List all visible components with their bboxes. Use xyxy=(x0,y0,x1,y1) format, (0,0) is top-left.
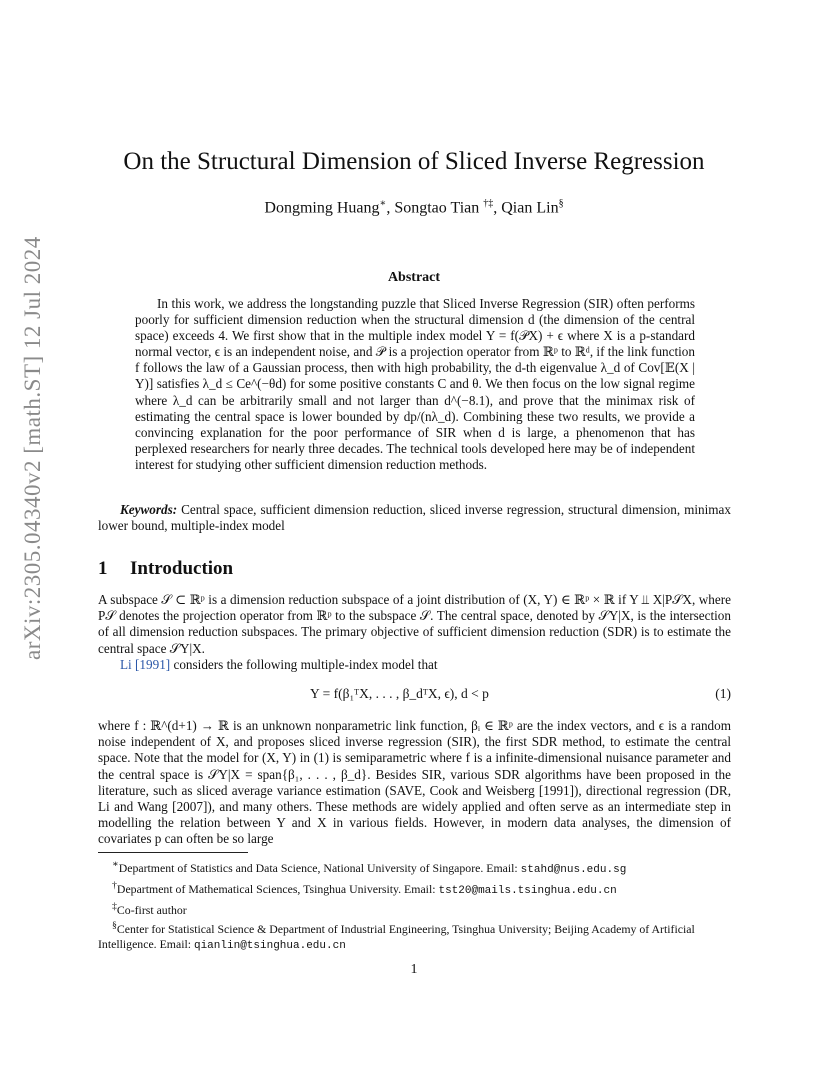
abstract-body xyxy=(135,296,695,473)
citation-link[interactable]: Li [1991] xyxy=(120,657,171,672)
footnote xyxy=(98,878,731,899)
footnote-text: Department of Statistics and Data Science, National University of Singapore. Email: xyxy=(118,860,521,875)
intro-paragraph-1 xyxy=(98,592,731,657)
section-title: Introduction xyxy=(130,558,234,579)
footnote-mark: § xyxy=(112,919,117,931)
keywords xyxy=(98,502,731,534)
footnote-mark: ∗ xyxy=(379,198,387,209)
section-heading xyxy=(98,558,233,580)
footnote-text: Co-first author xyxy=(116,902,187,917)
author-name: Songtao Tian xyxy=(394,199,480,217)
keywords-text: Central space, sufficient dimension reduction, sliced inverse regression, structural dimension, minimax lower bound, multiple-index model xyxy=(98,502,731,534)
paper-title: On the Structural Dimension of Sliced Inverse Regression xyxy=(123,148,705,175)
footnote xyxy=(98,918,731,954)
footnote-rule xyxy=(98,852,248,853)
footnote xyxy=(98,857,731,878)
page-number: 1 xyxy=(410,962,418,977)
email: tst20@mails.tsinghua.edu.cn xyxy=(438,884,617,897)
footnote-text: Center for Statistical Science & Department of Industrial Engineering, Tsinghua University; Beijing Academy of Artificial Intelligence. Email: xyxy=(98,921,695,951)
email: qianlin@tsinghua.edu.cn xyxy=(193,939,346,952)
email: stahd@nus.edu.sg xyxy=(520,863,627,876)
footnote xyxy=(98,899,731,918)
footnote-mark: † xyxy=(112,879,117,891)
equation-body: Y = f(β₁ᵀX, . . . , β_dᵀX, ϵ), d < p xyxy=(310,686,489,701)
intro-paragraph-2 xyxy=(98,657,731,673)
author-name: Qian Lin xyxy=(501,199,559,217)
footnote-mark: § xyxy=(558,198,564,209)
author-name: Dongming Huang xyxy=(264,199,380,217)
paragraph-text: considers the following multiple-index model that xyxy=(170,657,438,672)
author-line: Dongming Huang∗, Songtao Tian †‡, Qian Lin§ xyxy=(264,198,564,217)
paragraph-text: A subspace 𝒮 ⊂ ℝᵖ is a dimension reduction subspace of a joint distribution of (X, Y) ∈ ℝᵖ × ℝ if Y ⫫ X|P𝒮X, where P𝒮 denotes the projection operator from ℝᵖ to the subspace 𝒮. The central space, denoted by 𝒮Y|X, is the intersection of all dimension reduction subspaces. The primary objective of sufficient dimension reduction (SDR) is to estimate the central space 𝒮Y|X. xyxy=(98,592,731,656)
footnote-mark: †‡ xyxy=(483,198,494,209)
keywords-label: Keywords: xyxy=(120,502,178,517)
section-number: 1 xyxy=(98,558,108,579)
footnote-text: Department of Mathematical Sciences, Tsinghua University. Email: xyxy=(116,881,439,896)
footnote-mark: ∗ xyxy=(112,859,119,870)
paragraph-text: where f : ℝ^(d+1) → ℝ is an unknown nonparametric link function, βᵢ ∈ ℝᵖ are the index vectors, and ϵ is a random noise independent of X, and proposes sliced inverse regression (SIR), the first SDR method, to estimate the central space. Note that the model for (X, Y) in (1) is semiparametric where f is a infinite-dimensional nuisance parameter and the central space is 𝒮Y|X = span{β₁, . . . , β_d}. Besides SIR, various SDR algorithms have been proposed in the literature, such as sliced average variance estimation (SAVE, Cook and Weisberg [1991]), directional regression (DR, Li and Wang [2007]), and many others. These methods are widely applied and often serve as an intermediate step in modelling the relation between Y and X in various fields. However, in modern data analyses, the dimension of covariates p can often be so large xyxy=(98,718,731,847)
footnotes xyxy=(98,857,731,954)
footnote-mark: ‡ xyxy=(112,900,117,912)
equation-number: (1) xyxy=(715,686,731,701)
abstract-heading: Abstract xyxy=(387,270,441,285)
intro-paragraph-3 xyxy=(98,718,731,848)
abstract-text: In this work, we address the longstanding puzzle that Sliced Inverse Regression (SIR) often performs poorly for sufficient dimension reduction when the structural dimension d (the dimension of the central space) exceeds 4. We first show that in the multiple index model Y = f(𝒫X) + ϵ where X is a p-standard normal vector, ϵ is an independent noise, and 𝒫 is a projection operator from ℝᵖ to ℝᵈ, if the link function f follows the law of a Gaussian process, then with high probability, the d-th eigenvalue λ_d of Cov[𝔼(X | Y)] satisfies λ_d ≤ Ce^(−θd) for some positive constants C and θ. We then focus on the low signal regime where λ_d can be arbitrarily small and not larger than d^(−8.1), and prove that the minimax risk of estimating the central space is lower bounded by dp/(nλ_d). Combining these two results, we provide a convincing explanation for the poor performance of SIR when d is large, a phenomenon that has perplexed researchers for nearly three decades. The technical tools developed here may be of independent interest for studying other sufficient dimension reduction methods. xyxy=(135,296,695,472)
arxiv-stamp: arXiv:2305.04340v2 [math.ST] 12 Jul 2024 xyxy=(20,236,45,660)
